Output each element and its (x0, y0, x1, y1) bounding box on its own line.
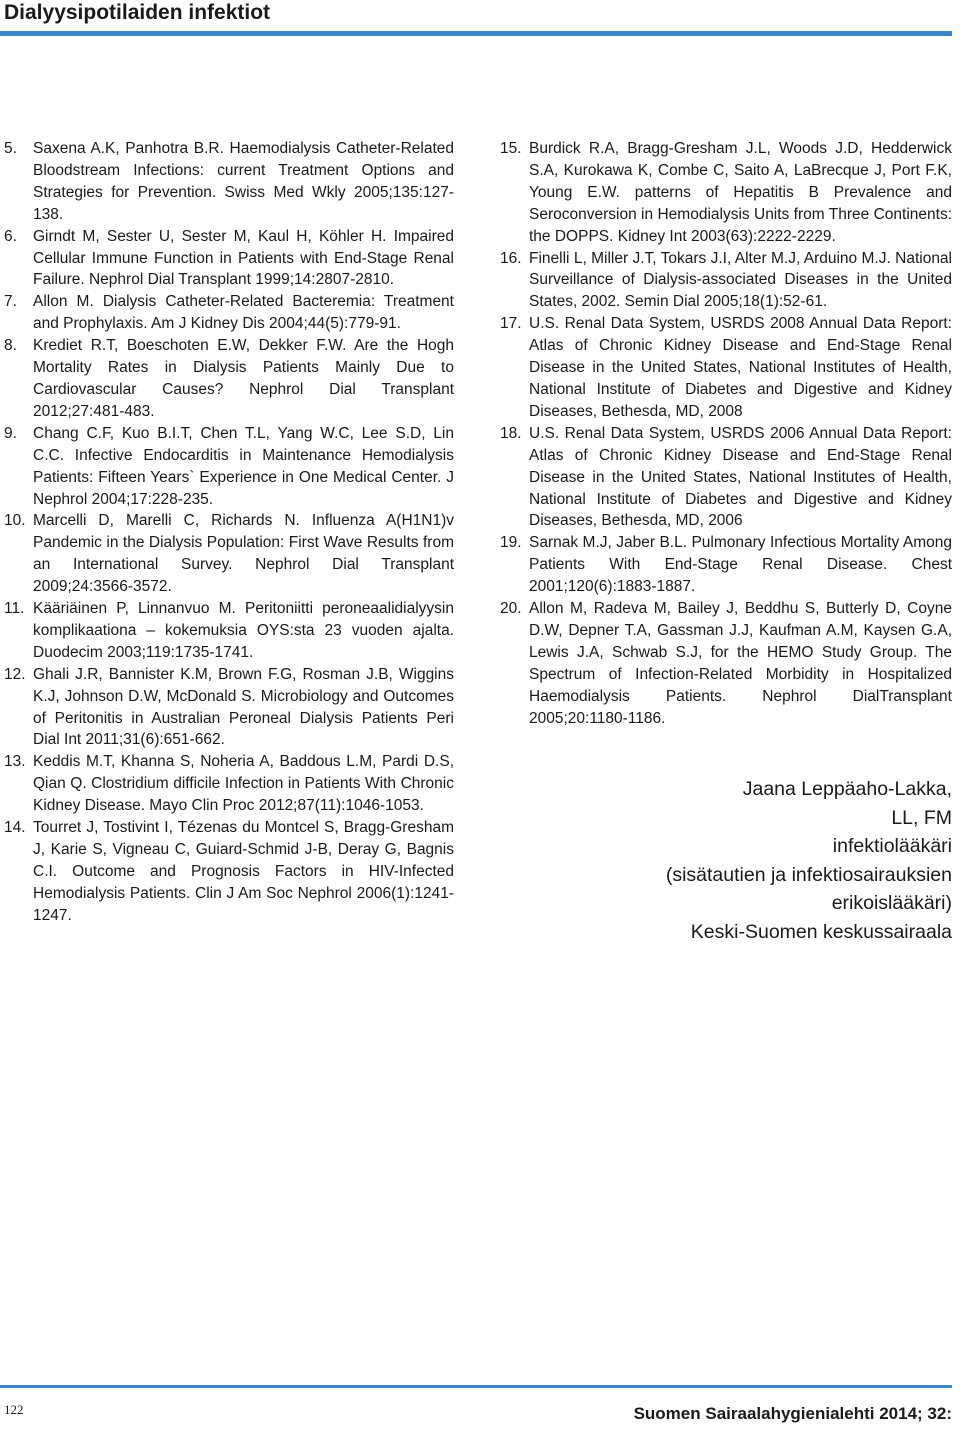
reference-item (4, 226, 454, 292)
reference-text: U.S. Renal Data System, USRDS 2006 Annual Data Report: Atlas of Chronic Kidney Disease and End-Stage Renal Disease in the United States, National Institutes of Health, National Institute of Diabetes and Digestive and Kidney Diseases, Bethesda, MD, 2006 (529, 424, 952, 530)
reference-item (4, 598, 454, 664)
reference-number: 9. (4, 424, 17, 442)
reference-text: Ghali J.R, Bannister K.M, Brown F.G, Rosman J.B, Wiggins K.J, Johnson D.W, McDonald S. Microbiology and Outcomes of Peritonitis in Australian Peroneal Dialysis Patients Peri Dial Int 2011;31(6):651-662. (33, 665, 454, 749)
reference-text: Allon M. Dialysis Catheter-Related Bacteremia: Treatment and Prophylaxis. Am J Kidney Dis 2004;44(5):779-91. (33, 293, 454, 333)
reference-text: Kääriäinen P, Linnanvuo M. Peritoniitti peroneaalidialyysin komplikaationa – kokemuksia OYS:sta 23 vuoden ajalta. Duodecim 2003;119:1735-1741. (33, 600, 454, 661)
reference-number: 14. (4, 819, 26, 837)
reference-number: 17. (500, 315, 522, 333)
reference-number: 16. (500, 249, 522, 267)
reference-list-left (4, 138, 454, 927)
reference-number: 13. (4, 753, 26, 771)
reference-item (4, 291, 454, 335)
reference-text: Keddis M.T, Khanna S, Noheria A, Baddous L.M, Pardi D.S, Qian Q. Clostridium difficile Infection in Patients With Chronic Kidney Disease. Mayo Clin Proc 2012;87(11):1046-1053. (33, 753, 454, 815)
author-degree: LL, FM (891, 806, 952, 829)
reference-text: Finelli L, Miller J.T, Tokars J.I, Alter M.J, Arduino M.J. National Surveillance of Dialysis-associated Diseases in the United States, 2002. Semin Dial 2005;18(1):52-61. (529, 249, 952, 311)
page-number: 122 (4, 1402, 24, 1417)
reference-text: Tourret J, Tostivint I, Tézenas du Montcel S, Bragg-Gresham J, Karie S, Vigneau C, Guiard-Schmid J-B, Deray G, Bagnis C.I. Outcome and Prognosis Factors in HIV-Infected Hemodialysis Patients. Clin J Am Soc Nephrol 2006(1):1241-1247. (33, 819, 454, 924)
reference-text: Sarnak M.J, Jaber B.L. Pulmonary Infectious Mortality Among Patients With End-Stage Renal Disease. Chest 2001;120(6):1883-1887. (529, 534, 952, 596)
author-signature (666, 775, 952, 947)
reference-item (4, 138, 454, 226)
author-name: Jaana Leppäaho-Lakka, (742, 778, 952, 800)
reference-text: Girndt M, Sester U, Sester M, Kaul H, Köhler H. Impaired Cellular Immune Function in Patients with End-Stage Renal Failure. Nephrol Dial Transplant 1999;14:2807-2810. (33, 227, 454, 289)
page-header-title: Dialyysipotilaiden infektiot (4, 1, 271, 24)
reference-text: Allon M, Radeva M, Bailey J, Beddhu S, Butterly D, Coyne D.W, Depner T.A, Gassman J.J, Kaufman A.M, Kaysen G.A, Lewis J.A, Schwab S.J, for the HEMO Study Group. The Spectrum of Infection-Related Morbidity in Hospitalized Haemodialysis Patients. Nephrol DialTransplant 2005;20:1180-1186. (529, 600, 952, 727)
reference-list-right (500, 138, 952, 729)
reference-number: 11. (4, 600, 25, 618)
author-specialty-cont: erikoislääkäri) (831, 892, 952, 915)
reference-number: 5. (4, 140, 17, 157)
reference-number: 15. (500, 140, 522, 157)
author-specialty: (sisätautien ja infektiosairauksien (665, 863, 952, 886)
reference-item (4, 751, 454, 817)
reference-number: 8. (4, 337, 17, 355)
reference-item (500, 423, 952, 533)
author-affiliation: Keski-Suomen keskussairaala (690, 920, 952, 943)
reference-item (500, 248, 952, 314)
author-title: infektiolääkäri (832, 835, 952, 858)
footer-rule (0, 1385, 952, 1388)
header-rule (0, 31, 952, 36)
reference-text: Burdick R.A, Bragg-Gresham J.L, Woods J.D, Hedderwick S.A, Kurokawa K, Combe C, Saito A, LaBrecque J, Port F.K, Young E.W. patterns of Hepatitis B Prevalence and Seroconversion in Hemodialysis Units from Three Continents: the DOPPS. Kidney Int 2003(63):2222-2229. (529, 140, 952, 245)
reference-item (500, 313, 952, 423)
reference-number: 10. (4, 512, 26, 530)
journal-name: Suomen Sairaalahygienialehti 2014; 32: (633, 1404, 952, 1423)
reference-text: U.S. Renal Data System, USRDS 2008 Annual Data Report: Atlas of Chronic Kidney Disease and End-Stage Renal Disease in the United States, National Institutes of Health, National Institute of Diabetes and Digestive and Kidney Diseases, Bethesda, MD, 2008 (529, 315, 952, 420)
reference-number: 19. (500, 534, 522, 552)
reference-item (4, 423, 454, 511)
reference-number: 6. (4, 227, 17, 245)
reference-item (4, 817, 454, 927)
reference-text: Chang C.F, Kuo B.I.T, Chen T.L, Yang W.C, Lee S.D, Lin C.C. Infective Endocarditis in Maintenance Hemodialysis Patients: Fifteen Years` Experience in One Medical Center. J Nephrol 2004;17:228-235. (33, 424, 454, 508)
reference-number: 7. (4, 293, 17, 311)
reference-item (500, 138, 952, 248)
reference-text: Saxena A.K, Panhotra B.R. Haemodialysis Catheter-Related Bloodstream Infections: current Treatment Options and Strategies for Prevention. Swiss Med Wkly 2005;135:127-138. (33, 140, 454, 223)
reference-item (4, 664, 454, 752)
reference-number: 12. (4, 665, 26, 683)
reference-item (4, 335, 454, 423)
reference-text: Marcelli D, Marelli C, Richards N. Influenza A(H1N1)v Pandemic in the Dialysis Population: First Wave Results from an International Survey. Nephrol Dial Transplant 2009;24:3566-3572. (33, 512, 454, 596)
reference-item (4, 510, 454, 598)
reference-item (500, 532, 952, 598)
reference-item (500, 598, 952, 729)
reference-number: 20. (500, 600, 522, 618)
reference-text: Krediet R.T, Boeschoten E.W, Dekker F.W. Are the Hogh Mortality Rates in Dialysis Patients Mainly Due to Cardiovascular Causes? Nephrol Dial Transplant 2012;27:481-483. (33, 337, 454, 420)
reference-number: 18. (500, 424, 522, 442)
